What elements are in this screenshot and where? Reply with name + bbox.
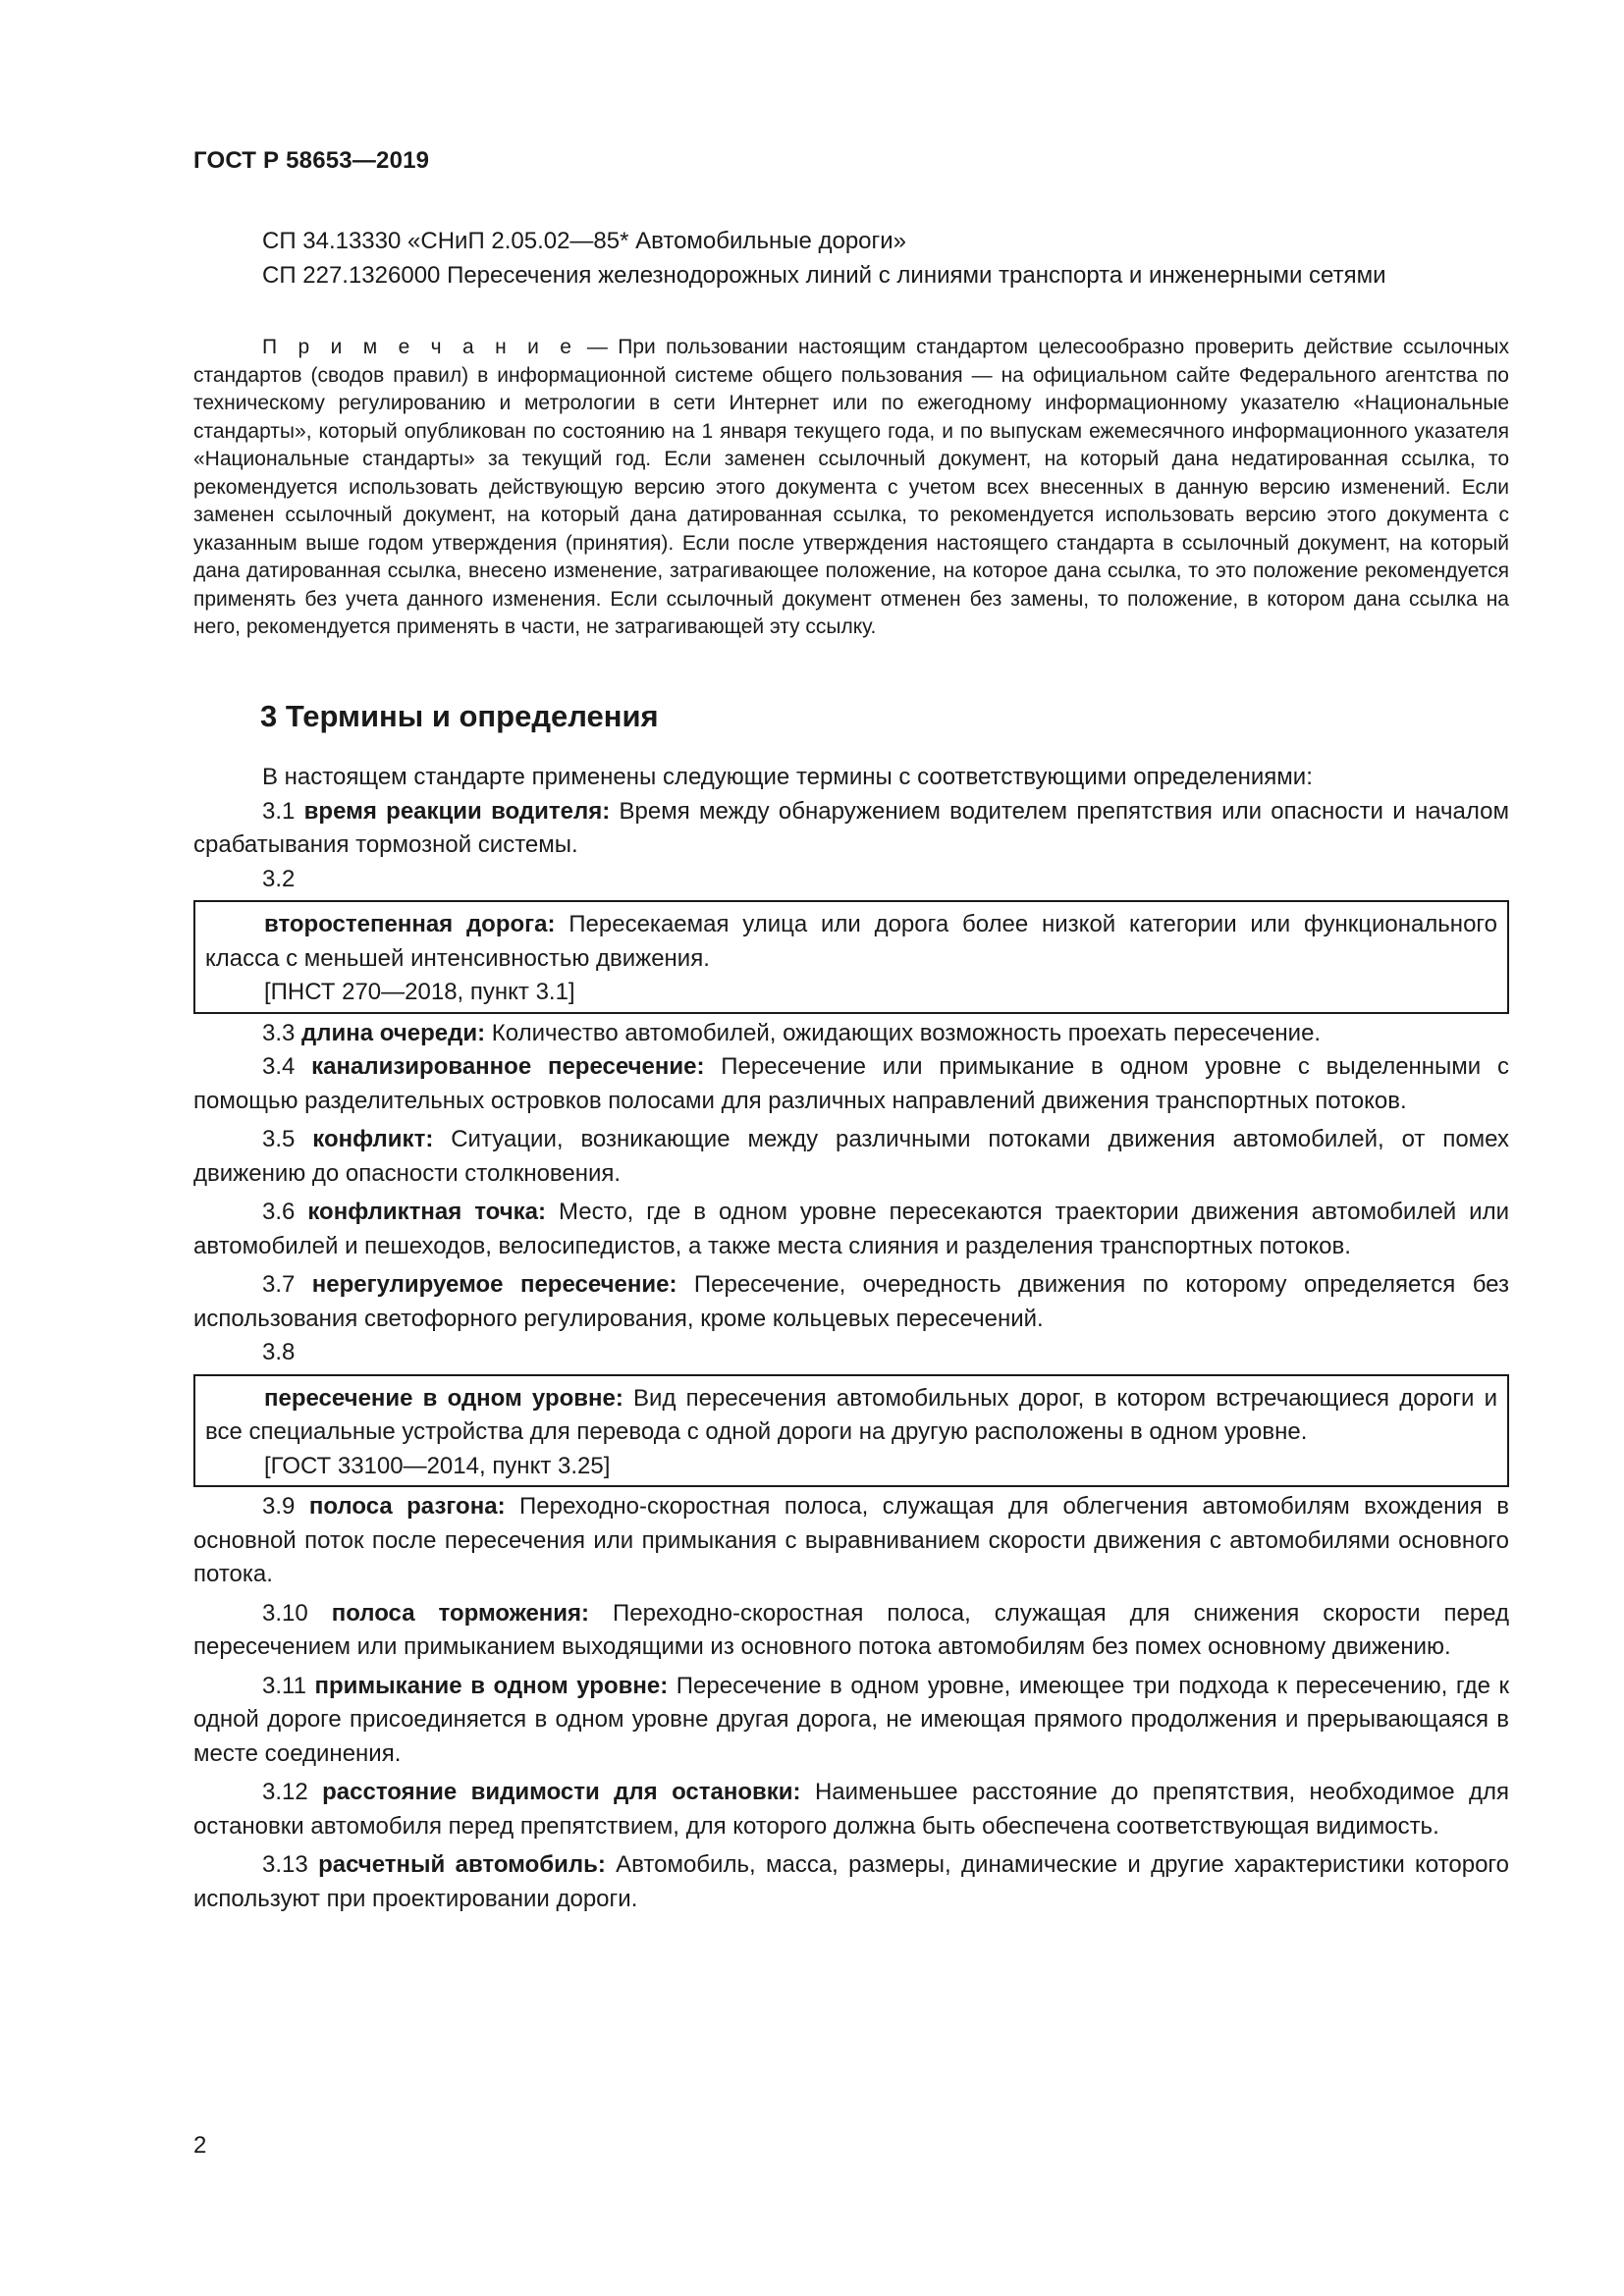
term-definition: Переходно-скоростная полоса, служащая для облегчения автомобилям вхождения в основной поток после пересечения или примыкания с выравниванием скорости движения с автомобилями основного потока. (193, 1493, 1509, 1587)
term-entry (193, 863, 1509, 897)
term-name: расстояние видимости для остановки: (322, 1779, 801, 1805)
term-number: 3.4 (262, 1053, 296, 1080)
term-definition: Вид пересечения автомобильных дорог, в котором встречающиеся дороги и все специальные устройства для перевода с одной дороги на другую расположены в одном уровне. (205, 1384, 1497, 1445)
term-number: 3.1 (262, 797, 296, 825)
term-entry (193, 1597, 1509, 1665)
term-entry (193, 1017, 1509, 1051)
term-number: 3.13 (262, 1851, 308, 1878)
term-name: пересечение в одном уровне: (264, 1384, 623, 1412)
term-box (193, 1374, 1509, 1488)
term-name: второстепенная дорога: (264, 911, 556, 937)
term-definition: Пересечение или примыкание в одном уровне с выделенными с помощью разделительных островков полосами для различных направлений движения транспортных потоков. (193, 1053, 1510, 1114)
term-name: расчетный автомобиль: (318, 1851, 606, 1878)
reference-item: СП 227.1326000 Пересечения железнодорожных линий с линиями транспорта и инженерными сетями (262, 262, 1386, 289)
term-box (193, 900, 1509, 1014)
term-definition: Автомобиль, масса, размеры, динамические и другие характеристики которого используют при проектировании дороги. (193, 1851, 1509, 1912)
term-entry (193, 1123, 1509, 1191)
term-name: длина очереди: (301, 1019, 486, 1046)
term-definition: Пересечение, очередность движения по которому определяется без использования светофорного регулирования, кроме кольцевых пересечений. (193, 1271, 1510, 1332)
term-entry (193, 795, 1509, 863)
page-number: 2 (193, 2132, 207, 2159)
term-name: канализированное пересечение: (311, 1053, 705, 1080)
term-entry (193, 1268, 1509, 1336)
section-intro: В настоящем стандарте применены следующие термины с соответствующими определениями: (262, 764, 1313, 790)
note-block (193, 334, 1509, 642)
term-name: конфликт: (312, 1126, 434, 1152)
term-number: 3.8 (262, 1339, 296, 1365)
term-number: 3.9 (262, 1493, 296, 1520)
term-entry (193, 1776, 1509, 1843)
term-name: полоса торможения: (331, 1599, 590, 1627)
term-name: примыкание в одном уровне: (314, 1672, 669, 1699)
term-entry (193, 1196, 1509, 1263)
reference-item: СП 34.13330 «СНиП 2.05.02—85* Автомобильные дороги» (262, 228, 907, 254)
term-number: 3.6 (262, 1199, 296, 1225)
term-definition: Количество автомобилей, ожидающих возможность проехать пересечение. (485, 1019, 1322, 1046)
standard-header: ГОСТ Р 58653—2019 (193, 147, 430, 174)
term-number: 3.5 (262, 1126, 296, 1152)
term-number: 3.10 (262, 1599, 308, 1627)
term-definition: Переходно-скоростная полоса, служащая для снижения скорости перед пересечением или примыканием выходящими из основного потока автомобилям без помех основному движению. (193, 1599, 1509, 1660)
term-definition: Место, где в одном уровне пересекаются траектории движения автомобилей или автомобилей и пешеходов, велосипедистов, а также места слияния и разделения транспортных потоков. (193, 1199, 1510, 1259)
term-source: [ГОСТ 33100—2014, пункт 3.25] (264, 1452, 611, 1479)
term-definition: Время между обнаружением водителем препятствия или опасности и началом срабатывания тормозной системы. (193, 797, 1510, 858)
term-definition: Наименьшее расстояние до препятствия, необходимое для остановки автомобиля перед препятствием, для которого должна быть обеспечена соответствующая видимость. (193, 1779, 1510, 1840)
term-entry (193, 1670, 1509, 1772)
term-entry (193, 1848, 1509, 1916)
term-number: 3.7 (262, 1271, 296, 1298)
term-number: 3.11 (262, 1672, 306, 1699)
term-number: 3.3 (262, 1019, 296, 1046)
term-name: время реакции водителя: (303, 797, 611, 825)
term-definition: Ситуации, возникающие между различными потоками движения автомобилей, от помех движению до опасности столкновения. (193, 1126, 1509, 1187)
term-name: нерегулируемое пересечение: (311, 1271, 677, 1298)
term-entry (193, 1336, 1509, 1370)
term-definition: Пересечение в одном уровне, имеющее три подхода к пересечению, где к одной дороге присоединяется в одном уровне другая дорога, не имеющая прямого продолжения и прерывающаяся в месте соединения. (193, 1672, 1509, 1767)
term-entry (193, 1050, 1509, 1118)
term-name: конфликтная точка: (307, 1199, 546, 1225)
term-source: [ПНСТ 270—2018, пункт 3.1] (264, 979, 575, 1005)
section-title: 3 Термины и определения (260, 699, 659, 733)
note-label: П р и м е ч а н и е (262, 336, 577, 358)
term-definition: Пересекаемая улица или дорога более низкой категории или функционального класса с меньшей интенсивностью движения. (205, 911, 1497, 972)
term-name: полоса разгона: (308, 1493, 506, 1520)
term-number: 3.2 (262, 865, 296, 892)
term-number: 3.12 (262, 1779, 308, 1805)
note-text: — При пользовании настоящим стандартом целесообразно проверить действие ссылочных стандартов (сводов правил) в информационной системе общего пользования — на официальном сайте Федерального агентства по техническому регулированию и метрологии в сети Интернет или по ежегодному информационному указателю «Национальные стандарты», который опубликован по состоянию на 1 января текущего года, и по выпускам ежемесячного информационного указателя «Национальные стандарты» за текущий год. Если заменен ссылочный документ, на который дана недатированная ссылка, то рекомендуется использовать действующую версию этого документа с учетом всех внесенных в данную версию изменений. Если заменен ссылочный документ, на который дана датированная ссылка, то рекомендуется использовать версию этого документа с указанным выше годом утверждения (принятия). Если после утверждения настоящего стандарта в ссылочный документ, на который дана датированная ссылка, внесено изменение, затрагивающее положение, на которое дана ссылка, то это положение рекомендуется применять без учета данного изменения. Если ссылочный документ отменен без замены, то положение, в котором дана ссылка на него, рекомендуется применять в части, не затрагивающей эту ссылку. (193, 336, 1509, 638)
terms-list (193, 761, 1509, 1916)
term-entry (193, 1490, 1509, 1592)
references-list (193, 224, 1509, 293)
